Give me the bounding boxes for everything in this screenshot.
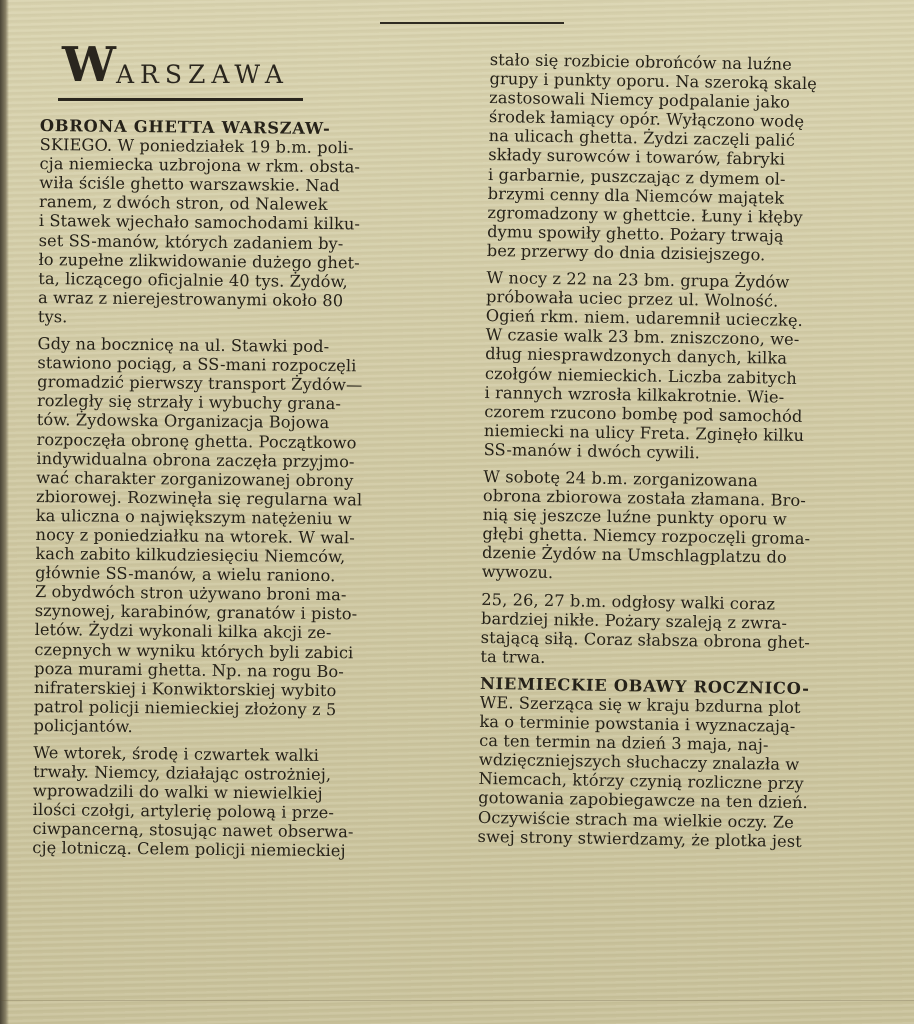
text-line: ka uliczna o największym natężeniu w: [35, 505, 352, 529]
text-line: W nocy z 22 na 23 bm. grupa Żydów: [486, 268, 790, 292]
text-line: a wraz z nierejestrowanymi około 80: [38, 287, 344, 311]
text-line: grupy i punkty oporu. Na szeroką skalę: [489, 69, 818, 94]
text-line: ca ten termin na dzień 3 maja, naj-: [479, 731, 769, 755]
text-line: na ulicach ghetta. Żydzi zaczęli palić: [488, 126, 796, 151]
text-line: Niemcach, którzy czynią rozliczne przy: [478, 769, 804, 794]
text-line: poza murami ghetta. Np. na rogu Bo-: [34, 658, 344, 681]
text-line: W sobotę 24 b.m. zorganizowana: [483, 466, 758, 491]
text-line: ka o terminie powstania i wyznaczają-: [479, 712, 796, 736]
top-rule: [380, 22, 564, 24]
text-line: rozpoczęła obronę ghetta. Początkowo: [36, 429, 357, 452]
text-line: We wtorek, środę i czwartek walki: [33, 742, 320, 765]
text-line: głównie SS-manów, a wielu raniono.: [35, 563, 336, 586]
text-line: stawiono pociąg, a SS-mani rozpoczęli: [37, 353, 357, 376]
text-line: wiła ściśle ghetto warszawskie. Nad: [39, 173, 340, 196]
text-line: Oczywiście strach ma wielkie oczy. Ze: [477, 807, 795, 832]
text-line: patrol policji niemieckiej złożony z 5: [33, 696, 337, 719]
text-line: SKIEGO. W poniedziałek 19 b.m. poli-: [39, 135, 354, 158]
text-line: indywidualna obrona zaczęła przyjmo-: [36, 448, 355, 471]
text-line: i garbarnie, puszczając z dymem ol-: [487, 164, 786, 189]
text-line: W czasie walk 23 bm. zniszczono, we-: [485, 325, 800, 350]
text-line: stało się rozbicie obrońców na luźne: [489, 50, 793, 74]
text-line: środek łamiący opór. Wyłączono wodę: [488, 107, 805, 132]
text-line: ło zupełne zlikwidowanie dużego ghet-: [38, 249, 360, 273]
text-line: próbowała uciec przez ul. Wolność.: [485, 287, 779, 311]
text-line: tys.: [37, 306, 68, 327]
text-line: czepnych w wyniku których byli zabici: [34, 639, 354, 662]
text-line: dymu spowiły ghetto. Pożary trwają: [487, 221, 784, 246]
article-paragraph: [38, 116, 460, 330]
text-line: cja niemiecka uzbrojona w rkm. obsta-: [39, 154, 361, 177]
text-line: składy surowców i towarów, fabryki: [488, 145, 786, 170]
text-line: dzenie Żydów na Umschlagplatzu do: [481, 543, 787, 568]
text-line: set SS-manów, których zadaniem by-: [38, 230, 344, 253]
text-line: zgromadzony w ghettcie. Łuny i kłęby: [487, 202, 803, 227]
page-binding-edge: [0, 0, 9, 1024]
text-line: wywozu.: [481, 562, 554, 583]
masthead-underline: [58, 98, 303, 101]
article-paragraph: [32, 743, 453, 862]
section-masthead: [62, 37, 307, 100]
text-line: Z obydwóch stron używano broni ma-: [34, 582, 347, 605]
text-line: bardziej nikłe. Pożary szaleją z zwra-: [480, 608, 788, 633]
text-line: rozległy się strzały i wybuchy grana-: [36, 391, 342, 414]
text-line: ta, liczącego oficjalnie 40 tys. Żydów,: [38, 268, 348, 291]
left-column: [32, 116, 460, 870]
text-line: ranem, z dwóch stron, od Nalewek: [39, 192, 328, 215]
text-line: obrona zbiorowa została złamana. Bro-: [482, 486, 807, 511]
masthead-title: ARSZAWA: [116, 60, 289, 89]
text-line: kach zabito kilkudziesięciu Niemców,: [35, 544, 346, 567]
text-line: dług niesprawdzonych danych, kilka: [485, 344, 788, 369]
text-line: bez przerwy do dnia dzisiejszego.: [486, 240, 766, 265]
page-fold-line: [0, 1000, 914, 1001]
text-line: 25, 26, 27 b.m. odgłosy walki coraz: [481, 589, 776, 614]
article-paragraph: [478, 674, 899, 852]
masthead-initial: W: [62, 37, 116, 93]
text-line: wać charakter zorganizowanej obrony: [36, 467, 354, 490]
text-line: trwały. Niemcy, działając ostrożniej,: [33, 762, 332, 785]
text-line: nocy z poniedziałku na wtorek. W wal-: [35, 524, 355, 548]
text-line: i rannych wzrosła kilkakrotnie. Wie-: [484, 382, 785, 407]
article-heading: OBRONA GHETTA WARSZAW-: [39, 116, 331, 139]
text-line: brzymi cenny dla Niemców majątek: [487, 183, 785, 208]
text-line: głębi ghetta. Niemcy rozpoczęli groma-: [482, 524, 811, 549]
text-line: gotowania zapobiegawcze na ten dzień.: [478, 788, 809, 813]
text-line: policjantów.: [33, 715, 133, 736]
text-line: i Stawek wjechało samochodami kilku-: [38, 211, 361, 234]
article-paragraph: [482, 467, 902, 588]
text-line: Ogień rkm. niem. udaremnił ucieczkę.: [485, 306, 803, 331]
article-paragraph: [34, 334, 458, 739]
text-line: WE. Szerząca się w kraju bzdurna plot: [479, 692, 801, 717]
article-paragraph: [487, 50, 908, 267]
text-line: ta trwa.: [480, 646, 546, 667]
text-line: gromadzić pierwszy transport Żydów—: [37, 372, 363, 395]
text-line: wprowadzili do walki w niewielkiej: [32, 781, 323, 804]
text-line: szynowej, karabinów, granatów i pisto-: [34, 601, 358, 624]
text-line: nifraterskiej i Konwiktorskiej wybito: [33, 677, 337, 700]
text-line: wdzięczniejszych słuchaczy znalazła w: [478, 750, 800, 775]
text-line: Gdy na bocznicę na ul. Stawki pod-: [37, 334, 330, 357]
text-line: swej strony stwierdzamy, że plotka jest: [477, 826, 802, 851]
text-line: nią się jeszcze luźne punkty oporu w: [482, 505, 787, 529]
article-heading: NIEMIECKIE OBAWY ROCZNICO-: [479, 673, 810, 699]
text-line: SS-manów i dwóch cywili.: [483, 439, 701, 463]
right-column: [477, 50, 908, 860]
text-line: niemiecki na ulicy Freta. Zginęło kilku: [483, 420, 805, 445]
article-paragraph: [484, 268, 905, 465]
text-line: stającą siłą. Coraz słabsza obrona ghet-: [480, 627, 811, 652]
text-line: tów. Żydowska Organizacja Bojowa: [36, 410, 330, 433]
text-line: zbiorowej. Rozwinęła się regularna wal: [35, 486, 363, 510]
text-line: czorem rzucono bombę pod samochód: [484, 401, 803, 426]
text-line: ciwpancerną, stosując nawet obserwa-: [32, 819, 354, 842]
text-line: czołgów niemieckich. Liczba zabitych: [484, 363, 798, 388]
text-line: letów. Żydzi wykonali kilka akcji ze-: [34, 620, 332, 643]
text-line: cję lotniczą. Celem policji niemieckiej: [32, 838, 346, 861]
article-paragraph: [480, 589, 899, 672]
text-line: zastosowali Niemcy podpalanie jako: [489, 88, 791, 112]
text-line: ilości czołgi, artylerię polową i prze-: [32, 800, 335, 823]
